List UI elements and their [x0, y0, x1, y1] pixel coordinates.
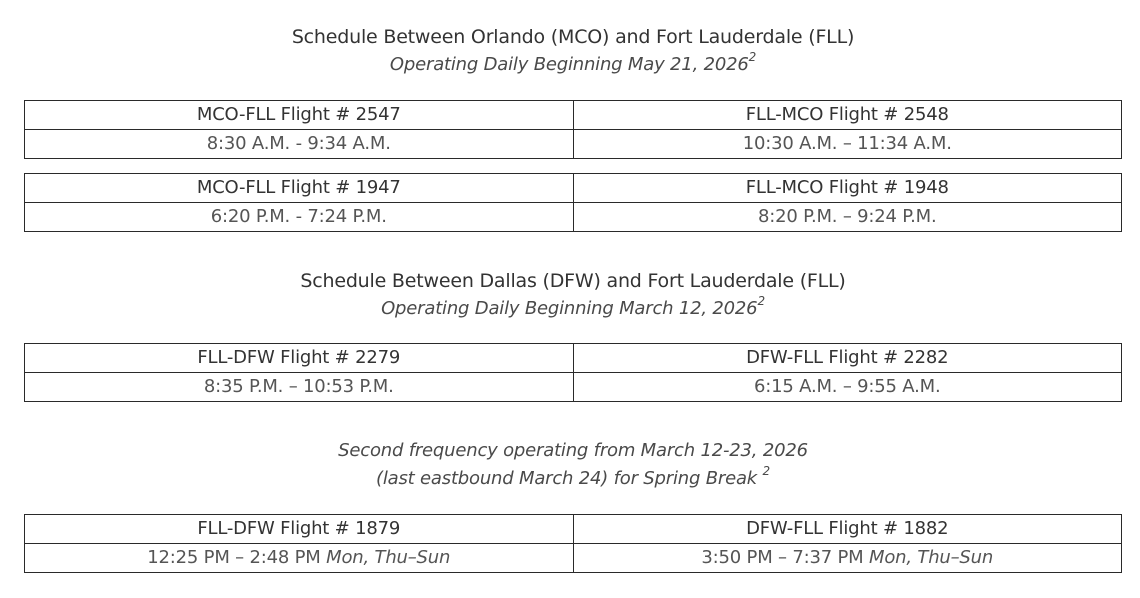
table-row-flight-numbers: [25, 174, 1122, 203]
spring-break-note-line1: Second frequency operating from March 12-23, 2026: [338, 440, 808, 461]
subheading-text: Operating Daily Beginning March 12, 2026: [381, 298, 758, 319]
subheading-text: (last eastbound March 24) for Spring Break: [376, 468, 763, 489]
flight-number-cell: DFW-FLL Flight # 2282: [573, 344, 1122, 373]
schedule-table-mco-fll-2547: [24, 100, 1122, 159]
section-subheading-orlando: [0, 50, 1140, 77]
section-heading-orlando: Schedule Between Orlando (MCO) and Fort Lauderdale (FLL): [291, 26, 855, 48]
table-row-times: [25, 130, 1122, 159]
table-row-times: [25, 544, 1122, 573]
flight-time-cell: 6:20 P.M. - 7:24 P.M.: [25, 203, 574, 232]
operating-days-text: Mon, Thu–Sun: [326, 547, 451, 568]
flight-number-cell: MCO-FLL Flight # 1947: [25, 174, 574, 203]
flight-number-cell: FLL-DFW Flight # 1879: [25, 515, 574, 544]
table-row-flight-numbers: [25, 101, 1122, 130]
flight-number-cell: MCO-FLL Flight # 2547: [25, 101, 574, 130]
footnote-marker: 2: [757, 294, 765, 308]
subheading-text: Operating Daily Beginning May 21, 2026: [389, 54, 749, 75]
flight-number-cell: FLL-MCO Flight # 2548: [573, 101, 1122, 130]
schedule-table-fll-dfw-1879: [24, 514, 1122, 573]
table-row-times: [25, 373, 1122, 402]
flight-time-cell: [25, 544, 574, 573]
flight-time-text: 12:25 PM – 2:48 PM: [147, 547, 327, 568]
footnote-marker: 2: [748, 50, 757, 64]
schedule-table-fll-dfw-2279: [24, 343, 1122, 402]
operating-days-text: Mon, Thu–Sun: [869, 547, 994, 568]
flight-time-cell: 10:30 A.M. – 11:34 A.M.: [573, 130, 1122, 159]
flight-time-cell: 8:30 A.M. - 9:34 A.M.: [25, 130, 574, 159]
flight-time-cell: [573, 544, 1122, 573]
footnote-marker: 2: [762, 464, 770, 478]
flight-number-cell: FLL-DFW Flight # 2279: [25, 344, 574, 373]
table-row-flight-numbers: [25, 515, 1122, 544]
section-subheading-dallas: [0, 294, 1140, 321]
table-row-times: [25, 203, 1122, 232]
section-heading-dallas: Schedule Between Dallas (DFW) and Fort Lauderdale (FLL): [300, 270, 846, 292]
flight-time-cell: 8:35 P.M. – 10:53 P.M.: [25, 373, 574, 402]
table-row-flight-numbers: [25, 344, 1122, 373]
flight-number-cell: DFW-FLL Flight # 1882: [573, 515, 1122, 544]
flight-time-cell: 6:15 A.M. – 9:55 A.M.: [573, 373, 1122, 402]
flight-number-cell: FLL-MCO Flight # 1948: [573, 174, 1122, 203]
schedule-table-mco-fll-1947: [24, 173, 1122, 232]
spring-break-note-line2: [0, 464, 1140, 491]
flight-time-cell: 8:20 P.M. – 9:24 P.M.: [573, 203, 1122, 232]
flight-time-text: 3:50 PM – 7:37 PM: [701, 547, 870, 568]
